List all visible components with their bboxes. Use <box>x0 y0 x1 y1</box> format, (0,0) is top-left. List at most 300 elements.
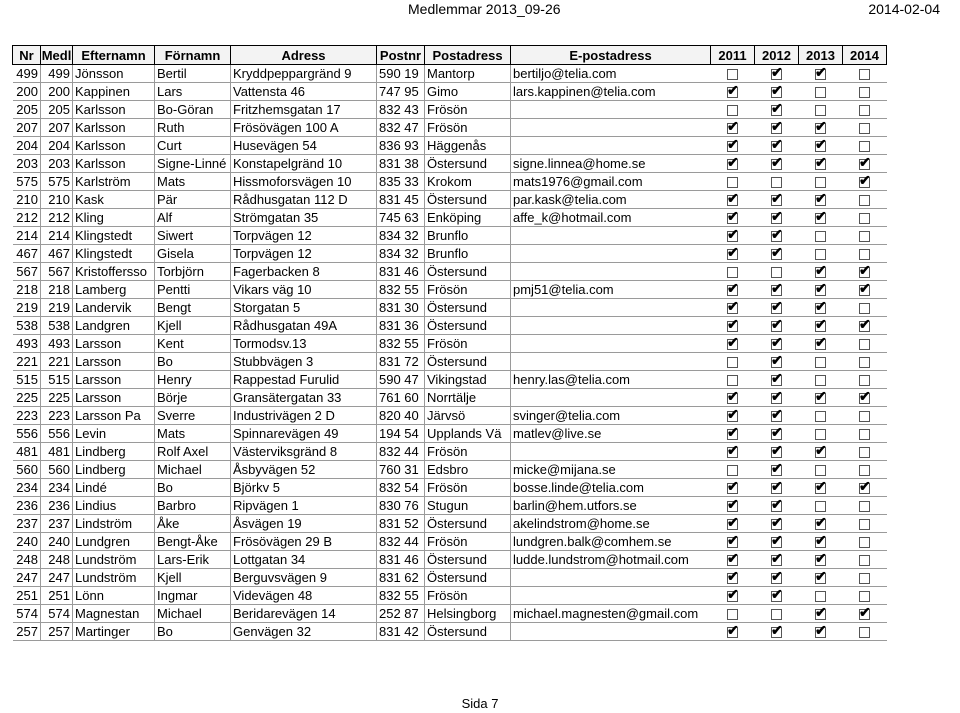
empty-checkbox-icon <box>859 123 870 134</box>
cell-nr: 218 <box>13 281 41 299</box>
cell-medl: 204 <box>41 137 73 155</box>
year-cell <box>799 65 843 83</box>
checkmark-icon: ✔ <box>815 622 827 639</box>
year-cell <box>799 83 843 101</box>
checked-checkbox-icon <box>771 424 783 441</box>
cell-efternamn: Lindström <box>73 515 155 533</box>
year-cell <box>755 299 799 317</box>
empty-checkbox-icon <box>859 357 870 368</box>
year-cell <box>799 155 843 173</box>
cell-fornamn: Sverre <box>155 407 231 425</box>
cell-postadress: Frösön <box>425 119 511 137</box>
table-row <box>13 83 887 101</box>
checkmark-icon: ✔ <box>727 478 739 495</box>
cell-postadress: Östersund <box>425 155 511 173</box>
empty-checkbox-icon <box>727 465 738 476</box>
empty-checkbox-icon <box>815 591 826 602</box>
checkmark-icon: ✔ <box>771 496 783 513</box>
page-title: Medlemmar 2013_09-26 <box>408 1 561 17</box>
col-header-fornamn: Förnamn <box>155 46 231 65</box>
cell-efternamn: Klingstedt <box>73 245 155 263</box>
cell-fornamn: Curt <box>155 137 231 155</box>
cell-epost: matlev@live.se <box>511 425 711 443</box>
table-row <box>13 227 887 245</box>
cell-nr: 212 <box>13 209 41 227</box>
cell-postnr: 834 32 <box>377 227 425 245</box>
year-cell <box>711 551 755 569</box>
checkmark-icon: ✔ <box>771 334 783 351</box>
cell-postadress: Enköping <box>425 209 511 227</box>
table-row <box>13 101 887 119</box>
year-cell <box>799 407 843 425</box>
checked-checkbox-icon <box>771 298 783 315</box>
cell-nr: 240 <box>13 533 41 551</box>
checked-checkbox-icon <box>815 298 827 315</box>
cell-efternamn: Karlsson <box>73 101 155 119</box>
cell-epost: par.kask@telia.com <box>511 191 711 209</box>
table-row <box>13 587 887 605</box>
empty-checkbox-icon <box>859 537 870 548</box>
checked-checkbox-icon <box>727 118 739 135</box>
year-cell <box>799 497 843 515</box>
year-cell <box>799 101 843 119</box>
year-cell <box>843 227 887 245</box>
checkmark-icon: ✔ <box>815 550 827 567</box>
checkmark-icon: ✔ <box>815 118 827 135</box>
cell-efternamn: Landervik <box>73 299 155 317</box>
checkmark-icon: ✔ <box>727 316 739 333</box>
year-cell <box>755 263 799 281</box>
table-row <box>13 533 887 551</box>
table-row <box>13 461 887 479</box>
year-cell <box>711 191 755 209</box>
cell-medl: 574 <box>41 605 73 623</box>
empty-checkbox-icon <box>815 231 826 242</box>
cell-efternamn: Lundgren <box>73 533 155 551</box>
checkmark-icon: ✔ <box>727 550 739 567</box>
cell-nr: 203 <box>13 155 41 173</box>
year-cell <box>799 443 843 461</box>
cell-medl: 556 <box>41 425 73 443</box>
cell-efternamn: Lindberg <box>73 461 155 479</box>
checkmark-icon: ✔ <box>771 280 783 297</box>
checkmark-icon: ✔ <box>727 586 739 603</box>
cell-medl: 234 <box>41 479 73 497</box>
year-cell <box>843 443 887 461</box>
cell-nr: 223 <box>13 407 41 425</box>
cell-adress: Åsvägen 19 <box>231 515 377 533</box>
year-cell <box>799 353 843 371</box>
year-cell <box>711 587 755 605</box>
year-cell <box>843 209 887 227</box>
checkmark-icon: ✔ <box>815 64 827 81</box>
checked-checkbox-icon <box>815 316 827 333</box>
cell-efternamn: Larsson Pa <box>73 407 155 425</box>
cell-adress: Gransätergatan 33 <box>231 389 377 407</box>
cell-medl: 200 <box>41 83 73 101</box>
checkmark-icon: ✔ <box>815 208 827 225</box>
year-cell <box>755 587 799 605</box>
cell-postadress: Vikingstad <box>425 371 511 389</box>
year-cell <box>711 479 755 497</box>
cell-nr: 221 <box>13 353 41 371</box>
checkmark-icon: ✔ <box>727 424 739 441</box>
cell-postadress: Frösön <box>425 101 511 119</box>
cell-nr: 210 <box>13 191 41 209</box>
empty-checkbox-icon <box>859 573 870 584</box>
cell-medl: 207 <box>41 119 73 137</box>
year-cell <box>843 83 887 101</box>
checked-checkbox-icon <box>815 64 827 81</box>
cell-fornamn: Barbro <box>155 497 231 515</box>
cell-adress: Torpvägen 12 <box>231 227 377 245</box>
cell-medl: 575 <box>41 173 73 191</box>
table-row <box>13 407 887 425</box>
checked-checkbox-icon <box>815 604 827 621</box>
cell-nr: 556 <box>13 425 41 443</box>
cell-postadress: Brunflo <box>425 245 511 263</box>
cell-medl: 219 <box>41 299 73 317</box>
checkmark-icon: ✔ <box>727 622 739 639</box>
cell-efternamn: Jönsson <box>73 65 155 83</box>
checkmark-icon: ✔ <box>859 262 871 279</box>
year-cell <box>755 65 799 83</box>
checkmark-icon: ✔ <box>727 334 739 351</box>
cell-medl: 212 <box>41 209 73 227</box>
year-cell <box>799 335 843 353</box>
table-row <box>13 371 887 389</box>
checked-checkbox-icon <box>771 280 783 297</box>
year-cell <box>843 191 887 209</box>
checked-checkbox-icon <box>815 532 827 549</box>
checked-checkbox-icon <box>771 496 783 513</box>
cell-postadress: Häggenås <box>425 137 511 155</box>
cell-adress: Lottgatan 34 <box>231 551 377 569</box>
year-cell <box>755 83 799 101</box>
cell-efternamn: Karlström <box>73 173 155 191</box>
cell-epost <box>511 227 711 245</box>
checkmark-icon: ✔ <box>771 244 783 261</box>
cell-fornamn: Börje <box>155 389 231 407</box>
checkmark-icon: ✔ <box>815 136 827 153</box>
cell-postadress: Frösön <box>425 587 511 605</box>
cell-epost <box>511 353 711 371</box>
empty-checkbox-icon <box>859 87 870 98</box>
checkmark-icon: ✔ <box>815 442 827 459</box>
empty-checkbox-icon <box>859 519 870 530</box>
table-row <box>13 119 887 137</box>
checked-checkbox-icon <box>727 244 739 261</box>
cell-postadress: Östersund <box>425 569 511 587</box>
year-cell <box>843 497 887 515</box>
cell-nr: 236 <box>13 497 41 515</box>
cell-postnr: 590 19 <box>377 65 425 83</box>
cell-postnr: 760 31 <box>377 461 425 479</box>
checkmark-icon: ✔ <box>727 136 739 153</box>
cell-efternamn: Lindius <box>73 497 155 515</box>
checkmark-icon: ✔ <box>771 586 783 603</box>
year-cell <box>843 101 887 119</box>
checkmark-icon: ✔ <box>859 172 871 189</box>
year-cell <box>711 461 755 479</box>
cell-epost: barlin@hem.utfors.se <box>511 497 711 515</box>
table-row <box>13 335 887 353</box>
checked-checkbox-icon <box>771 406 783 423</box>
cell-postadress: Frösön <box>425 533 511 551</box>
empty-checkbox-icon <box>727 177 738 188</box>
header-row <box>13 46 887 65</box>
cell-efternamn: Magnestan <box>73 605 155 623</box>
cell-fornamn: Mats <box>155 425 231 443</box>
checked-checkbox-icon <box>727 568 739 585</box>
cell-efternamn: Larsson <box>73 353 155 371</box>
cell-epost: ludde.lundstrom@hotmail.com <box>511 551 711 569</box>
year-cell <box>843 389 887 407</box>
cell-postadress: Frösön <box>425 479 511 497</box>
checked-checkbox-icon <box>727 334 739 351</box>
col-header-postnr: Postnr <box>377 46 425 65</box>
checkmark-icon: ✔ <box>815 604 827 621</box>
cell-adress: Konstapelgränd 10 <box>231 155 377 173</box>
checked-checkbox-icon <box>771 568 783 585</box>
cell-nr: 200 <box>13 83 41 101</box>
year-cell <box>799 263 843 281</box>
cell-medl: 481 <box>41 443 73 461</box>
cell-adress: Vikars väg 10 <box>231 281 377 299</box>
year-cell <box>755 245 799 263</box>
checkmark-icon: ✔ <box>815 388 827 405</box>
cell-medl: 218 <box>41 281 73 299</box>
cell-postnr: 832 55 <box>377 335 425 353</box>
checkmark-icon: ✔ <box>815 316 827 333</box>
checked-checkbox-icon <box>727 316 739 333</box>
cell-nr: 204 <box>13 137 41 155</box>
checkmark-icon: ✔ <box>859 604 871 621</box>
empty-checkbox-icon <box>727 105 738 116</box>
checkmark-icon: ✔ <box>771 568 783 585</box>
empty-checkbox-icon <box>859 249 870 260</box>
cell-efternamn: Lundström <box>73 569 155 587</box>
cell-postnr: 832 55 <box>377 281 425 299</box>
cell-postnr: 194 54 <box>377 425 425 443</box>
checkmark-icon: ✔ <box>727 298 739 315</box>
year-cell <box>755 173 799 191</box>
cell-epost: bertiljo@telia.com <box>511 65 711 83</box>
cell-medl: 205 <box>41 101 73 119</box>
cell-postadress: Frösön <box>425 281 511 299</box>
checked-checkbox-icon <box>727 298 739 315</box>
cell-nr: 574 <box>13 605 41 623</box>
cell-adress: Stubbvägen 3 <box>231 353 377 371</box>
cell-medl: 493 <box>41 335 73 353</box>
cell-efternamn: Lönn <box>73 587 155 605</box>
empty-checkbox-icon <box>815 357 826 368</box>
table-row <box>13 605 887 623</box>
cell-postnr: 832 44 <box>377 443 425 461</box>
cell-nr: 560 <box>13 461 41 479</box>
year-cell <box>755 119 799 137</box>
cell-fornamn: Lars <box>155 83 231 101</box>
cell-efternamn: Larsson <box>73 389 155 407</box>
cell-efternamn: Kask <box>73 191 155 209</box>
table-row <box>13 479 887 497</box>
checked-checkbox-icon <box>859 262 871 279</box>
checked-checkbox-icon <box>859 280 871 297</box>
year-cell <box>799 299 843 317</box>
cell-adress: Hissmoforsvägen 10 <box>231 173 377 191</box>
cell-epost: bosse.linde@telia.com <box>511 479 711 497</box>
checked-checkbox-icon <box>815 280 827 297</box>
year-cell <box>843 299 887 317</box>
empty-checkbox-icon <box>859 195 870 206</box>
cell-epost <box>511 317 711 335</box>
cell-nr: 247 <box>13 569 41 587</box>
checked-checkbox-icon <box>859 316 871 333</box>
cell-fornamn: Bengt-Åke <box>155 533 231 551</box>
checkmark-icon: ✔ <box>771 460 783 477</box>
empty-checkbox-icon <box>815 375 826 386</box>
cell-medl: 515 <box>41 371 73 389</box>
checkmark-icon: ✔ <box>727 406 739 423</box>
cell-nr: 575 <box>13 173 41 191</box>
cell-medl: 560 <box>41 461 73 479</box>
cell-fornamn: Ingmar <box>155 587 231 605</box>
cell-adress: Spinnarevägen 49 <box>231 425 377 443</box>
cell-epost: akelindstrom@home.se <box>511 515 711 533</box>
cell-adress: Rådhusgatan 112 D <box>231 191 377 209</box>
cell-nr: 237 <box>13 515 41 533</box>
cell-adress: Husevägen 54 <box>231 137 377 155</box>
year-cell <box>755 425 799 443</box>
year-cell <box>711 263 755 281</box>
checked-checkbox-icon <box>771 460 783 477</box>
cell-medl: 210 <box>41 191 73 209</box>
checked-checkbox-icon <box>727 136 739 153</box>
checked-checkbox-icon <box>859 478 871 495</box>
cell-epost <box>511 587 711 605</box>
cell-postnr: 836 93 <box>377 137 425 155</box>
cell-efternamn: Larsson <box>73 335 155 353</box>
checkmark-icon: ✔ <box>771 370 783 387</box>
empty-checkbox-icon <box>859 303 870 314</box>
cell-postnr: 831 62 <box>377 569 425 587</box>
cell-adress: Storgatan 5 <box>231 299 377 317</box>
checkmark-icon: ✔ <box>771 226 783 243</box>
year-cell <box>755 317 799 335</box>
checked-checkbox-icon <box>727 280 739 297</box>
checkmark-icon: ✔ <box>727 388 739 405</box>
cell-postadress: Stugun <box>425 497 511 515</box>
checked-checkbox-icon <box>771 136 783 153</box>
checked-checkbox-icon <box>815 208 827 225</box>
checked-checkbox-icon <box>815 262 827 279</box>
table-row <box>13 353 887 371</box>
empty-checkbox-icon <box>815 249 826 260</box>
checkmark-icon: ✔ <box>815 262 827 279</box>
empty-checkbox-icon <box>815 501 826 512</box>
empty-checkbox-icon <box>859 231 870 242</box>
checked-checkbox-icon <box>815 442 827 459</box>
checkmark-icon: ✔ <box>815 154 827 171</box>
checked-checkbox-icon <box>727 532 739 549</box>
cell-adress: Björkv 5 <box>231 479 377 497</box>
checked-checkbox-icon <box>859 172 871 189</box>
cell-fornamn: Henry <box>155 371 231 389</box>
cell-postadress: Krokom <box>425 173 511 191</box>
checked-checkbox-icon <box>815 154 827 171</box>
cell-efternamn: Kling <box>73 209 155 227</box>
year-cell <box>843 479 887 497</box>
cell-postnr: 831 72 <box>377 353 425 371</box>
cell-postnr: 761 60 <box>377 389 425 407</box>
checkmark-icon: ✔ <box>727 226 739 243</box>
cell-nr: 205 <box>13 101 41 119</box>
cell-epost <box>511 299 711 317</box>
cell-epost <box>511 137 711 155</box>
year-cell <box>755 137 799 155</box>
checkmark-icon: ✔ <box>771 352 783 369</box>
cell-nr: 234 <box>13 479 41 497</box>
year-cell <box>843 119 887 137</box>
empty-checkbox-icon <box>859 411 870 422</box>
cell-epost <box>511 335 711 353</box>
checked-checkbox-icon <box>727 622 739 639</box>
checked-checkbox-icon <box>771 100 783 117</box>
empty-checkbox-icon <box>727 69 738 80</box>
checkmark-icon: ✔ <box>771 424 783 441</box>
cell-fornamn: Bo-Göran <box>155 101 231 119</box>
checkmark-icon: ✔ <box>727 82 739 99</box>
checkmark-icon: ✔ <box>727 208 739 225</box>
checkmark-icon: ✔ <box>815 532 827 549</box>
checked-checkbox-icon <box>771 64 783 81</box>
year-cell <box>755 335 799 353</box>
checked-checkbox-icon <box>771 190 783 207</box>
empty-checkbox-icon <box>815 87 826 98</box>
checked-checkbox-icon <box>815 568 827 585</box>
checkmark-icon: ✔ <box>815 334 827 351</box>
cell-nr: 257 <box>13 623 41 641</box>
year-cell <box>799 533 843 551</box>
checkmark-icon: ✔ <box>727 190 739 207</box>
table-row <box>13 209 887 227</box>
cell-fornamn: Kjell <box>155 569 231 587</box>
col-header-adress: Adress <box>231 46 377 65</box>
checked-checkbox-icon <box>815 190 827 207</box>
cell-postnr: 835 33 <box>377 173 425 191</box>
year-cell <box>711 425 755 443</box>
checkmark-icon: ✔ <box>815 568 827 585</box>
empty-checkbox-icon <box>859 501 870 512</box>
checked-checkbox-icon <box>859 604 871 621</box>
year-cell <box>843 155 887 173</box>
col-header-2014: 2014 <box>843 46 887 65</box>
year-cell <box>711 101 755 119</box>
year-cell <box>755 353 799 371</box>
table-row <box>13 173 887 191</box>
cell-fornamn: Bo <box>155 623 231 641</box>
table-row <box>13 515 887 533</box>
cell-nr: 248 <box>13 551 41 569</box>
cell-adress: Ripvägen 1 <box>231 497 377 515</box>
empty-checkbox-icon <box>859 69 870 80</box>
table-row <box>13 623 887 641</box>
cell-nr: 493 <box>13 335 41 353</box>
cell-nr: 214 <box>13 227 41 245</box>
cell-postadress: Östersund <box>425 515 511 533</box>
cell-epost: lundgren.balk@comhem.se <box>511 533 711 551</box>
year-cell <box>843 65 887 83</box>
